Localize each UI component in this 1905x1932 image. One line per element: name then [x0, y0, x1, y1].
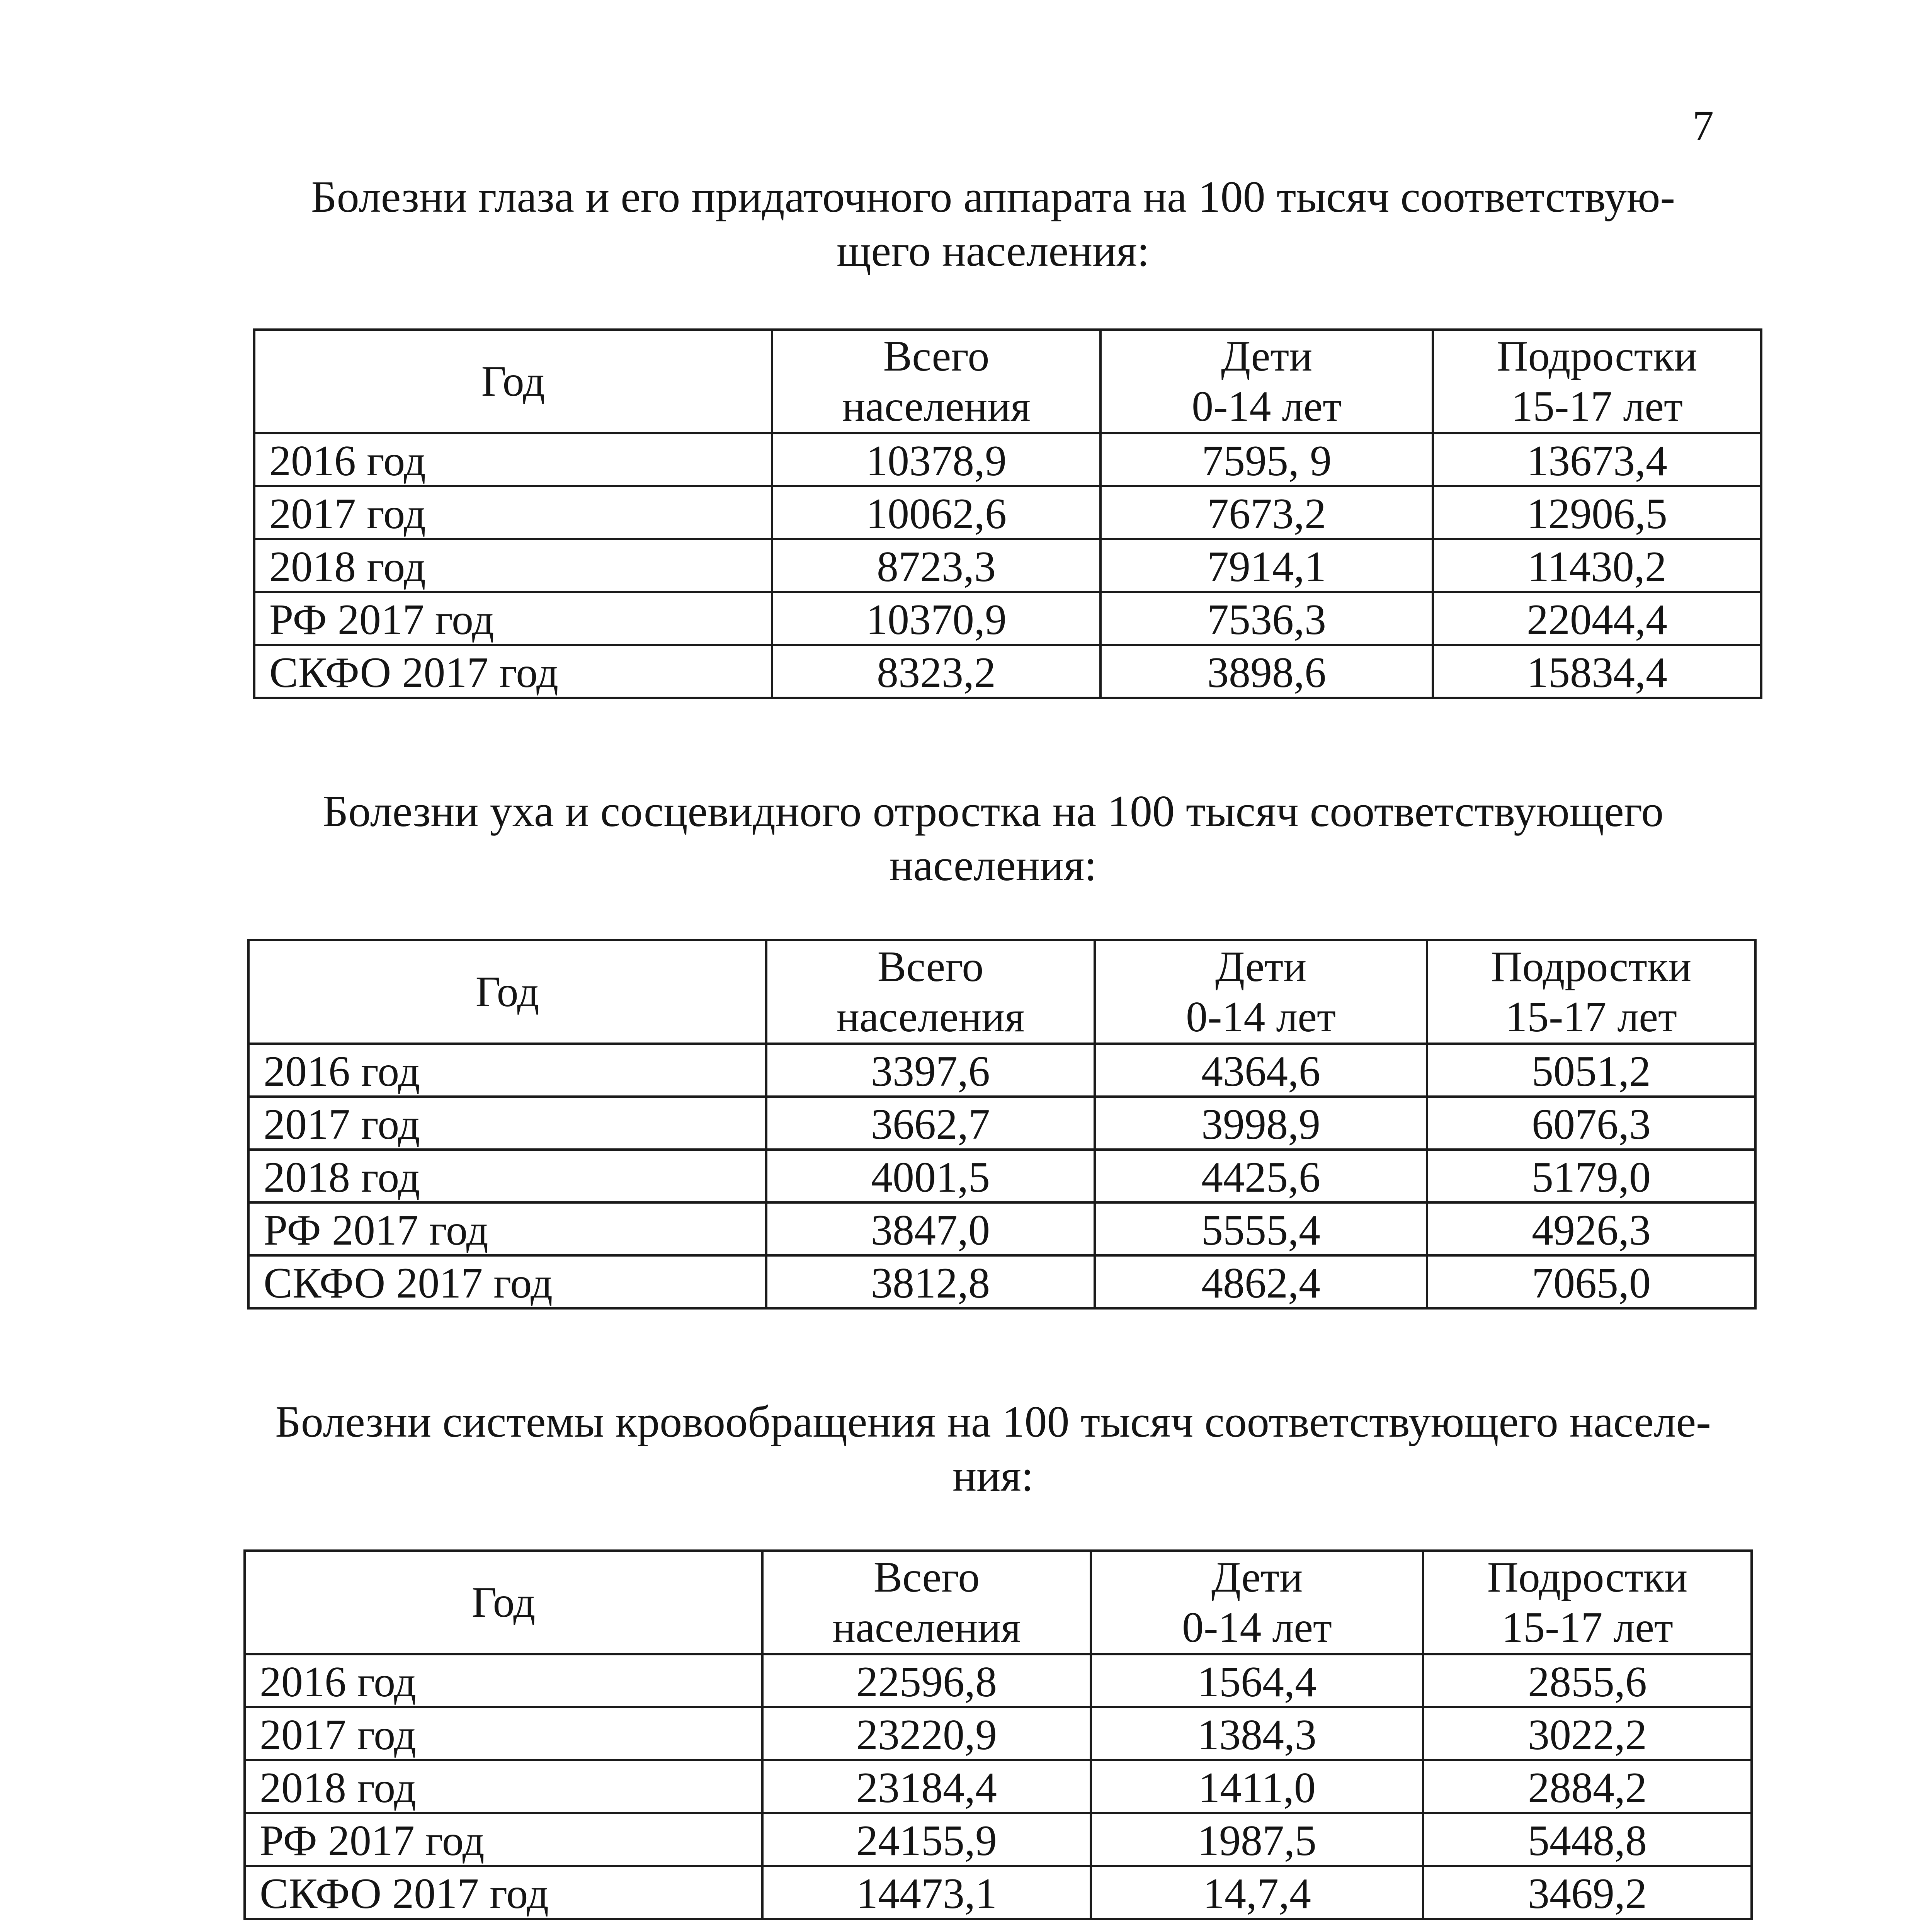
cell-year: 2018 год	[254, 539, 772, 592]
cell-teens: 4926,3	[1427, 1202, 1755, 1255]
cell-total: 10370,9	[772, 592, 1100, 645]
cell-year: 2016 год	[245, 1654, 762, 1707]
header-teens-line-2: 15-17 лет	[1505, 993, 1677, 1041]
cell-year: РФ 2017 год	[254, 592, 772, 645]
cell-teens: 7065,0	[1427, 1255, 1755, 1308]
cell-year: 2018 год	[248, 1150, 766, 1202]
cell-year: 2016 год	[254, 433, 772, 486]
header-total-line-1: Всего	[873, 1553, 980, 1601]
header-children-line-2: 0-14 лет	[1186, 993, 1336, 1041]
section-title-line-2: щего населения:	[837, 226, 1150, 276]
cell-total: 22596,8	[762, 1654, 1091, 1707]
header-children-line-2: 0-14 лет	[1192, 383, 1342, 430]
table-row	[254, 592, 1761, 645]
header-year: Год	[245, 1551, 762, 1654]
cell-total: 3397,6	[766, 1044, 1095, 1097]
table-row	[248, 1150, 1755, 1202]
table-ear-diseases	[247, 939, 1757, 1310]
header-year: Год	[254, 330, 772, 433]
cell-total: 14473,1	[762, 1866, 1091, 1919]
header-teens-line-1: Подростки	[1491, 943, 1692, 991]
cell-children: 7595, 9	[1100, 433, 1433, 486]
table-row	[254, 486, 1761, 539]
cell-total: 8323,2	[772, 645, 1100, 698]
header-children-line-1: Дети	[1221, 332, 1313, 380]
cell-year: 2017 год	[248, 1097, 766, 1150]
cell-teens: 2855,6	[1423, 1654, 1752, 1707]
header-total-line-2: населения	[832, 1604, 1021, 1651]
table-row	[248, 1044, 1755, 1097]
cell-year: 2018 год	[245, 1760, 762, 1813]
cell-year: 2017 год	[245, 1707, 762, 1760]
cell-year: РФ 2017 год	[245, 1813, 762, 1866]
cell-year: 2016 год	[248, 1044, 766, 1097]
cell-teens: 22044,4	[1433, 592, 1761, 645]
table-row	[245, 1707, 1752, 1760]
cell-children: 4862,4	[1095, 1255, 1427, 1308]
header-total	[766, 940, 1095, 1044]
header-teens-line-2: 15-17 лет	[1502, 1604, 1673, 1651]
header-children-line-1: Дети	[1211, 1553, 1303, 1601]
cell-teens: 15834,4	[1433, 645, 1761, 698]
header-teens-line-2: 15-17 лет	[1511, 383, 1683, 430]
section-title-line-1: Болезни глаза и его придаточного аппарата на 100 тысяч соответствую-	[311, 172, 1675, 222]
table-header-row	[248, 940, 1755, 1044]
cell-children: 1564,4	[1091, 1654, 1423, 1707]
header-children	[1100, 330, 1433, 433]
cell-total: 23184,4	[762, 1760, 1091, 1813]
cell-children: 1384,3	[1091, 1707, 1423, 1760]
cell-children: 5555,4	[1095, 1202, 1427, 1255]
table-row	[245, 1654, 1752, 1707]
table-header-row	[254, 330, 1761, 433]
cell-teens: 3022,2	[1423, 1707, 1752, 1760]
header-total-line-2: населения	[836, 993, 1025, 1041]
cell-year: 2017 год	[254, 486, 772, 539]
cell-year: РФ 2017 год	[248, 1202, 766, 1255]
header-teens	[1427, 940, 1755, 1044]
cell-total: 23220,9	[762, 1707, 1091, 1760]
cell-teens: 5179,0	[1427, 1150, 1755, 1202]
cell-teens: 12906,5	[1433, 486, 1761, 539]
section-title-line-2: населения:	[889, 841, 1097, 890]
cell-children: 14,7,4	[1091, 1866, 1423, 1919]
cell-total: 3847,0	[766, 1202, 1095, 1255]
section-title-line-2: ния:	[952, 1451, 1034, 1501]
cell-children: 1987,5	[1091, 1813, 1423, 1866]
cell-children: 3998,9	[1095, 1097, 1427, 1150]
cell-total: 4001,5	[766, 1150, 1095, 1202]
table-eye-diseases	[253, 328, 1762, 699]
cell-teens: 13673,4	[1433, 433, 1761, 486]
cell-teens: 11430,2	[1433, 539, 1761, 592]
header-total	[772, 330, 1100, 433]
cell-children: 4425,6	[1095, 1150, 1427, 1202]
section-title-circulatory	[240, 1395, 1747, 1503]
header-teens-line-1: Подростки	[1497, 332, 1697, 380]
header-children-line-1: Дети	[1215, 943, 1307, 991]
table-circulatory-diseases	[243, 1549, 1753, 1920]
header-total-line-1: Всего	[883, 332, 990, 380]
section-title-eye	[240, 170, 1747, 278]
cell-teens: 6076,3	[1427, 1097, 1755, 1150]
table-row	[248, 1097, 1755, 1150]
cell-teens: 5448,8	[1423, 1813, 1752, 1866]
header-total-line-1: Всего	[877, 943, 984, 991]
cell-teens: 5051,2	[1427, 1044, 1755, 1097]
table-row	[254, 539, 1761, 592]
cell-year: СКФО 2017 год	[248, 1255, 766, 1308]
section-title-line-1: Болезни уха и сосцевидного отростка на 100 тысяч соответствующего	[322, 787, 1664, 836]
table-row	[245, 1866, 1752, 1919]
table-row	[248, 1202, 1755, 1255]
table-row	[254, 433, 1761, 486]
cell-teens: 2884,2	[1423, 1760, 1752, 1813]
cell-children: 4364,6	[1095, 1044, 1427, 1097]
cell-total: 24155,9	[762, 1813, 1091, 1866]
cell-children: 3898,6	[1100, 645, 1433, 698]
header-year: Год	[248, 940, 766, 1044]
header-children	[1091, 1551, 1423, 1654]
cell-children: 7914,1	[1100, 539, 1433, 592]
cell-total: 10378,9	[772, 433, 1100, 486]
page-number: 7	[1692, 102, 1714, 149]
cell-teens: 3469,2	[1423, 1866, 1752, 1919]
table-row	[245, 1813, 1752, 1866]
cell-children: 7536,3	[1100, 592, 1433, 645]
cell-total: 3812,8	[766, 1255, 1095, 1308]
cell-children: 7673,2	[1100, 486, 1433, 539]
table-row	[245, 1760, 1752, 1813]
header-total-line-2: населения	[842, 383, 1031, 430]
table-header-row	[245, 1551, 1752, 1654]
section-title-line-1: Болезни системы кровообращения на 100 тысяч соответствующего населе-	[275, 1397, 1711, 1447]
cell-year: СКФО 2017 год	[245, 1866, 762, 1919]
cell-total: 3662,7	[766, 1097, 1095, 1150]
cell-children: 1411,0	[1091, 1760, 1423, 1813]
header-teens	[1423, 1551, 1752, 1654]
header-children	[1095, 940, 1427, 1044]
cell-year: СКФО 2017 год	[254, 645, 772, 698]
header-teens-line-1: Подростки	[1487, 1553, 1688, 1601]
cell-total: 10062,6	[772, 486, 1100, 539]
header-total	[762, 1551, 1091, 1654]
section-title-ear	[240, 784, 1747, 893]
cell-total: 8723,3	[772, 539, 1100, 592]
table-row	[248, 1255, 1755, 1308]
header-children-line-2: 0-14 лет	[1182, 1604, 1332, 1651]
table-row	[254, 645, 1761, 698]
header-teens	[1433, 330, 1761, 433]
